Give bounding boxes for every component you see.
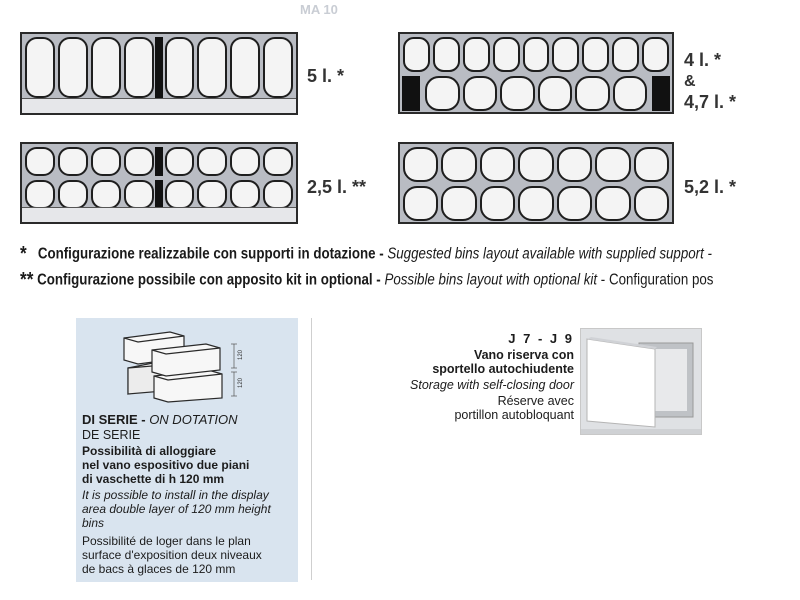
tray-bin: [642, 37, 669, 72]
tray-bin: [523, 37, 550, 72]
dim-label-bottom: 120: [238, 377, 244, 388]
tray-bin: [230, 180, 260, 209]
tray-bin: [91, 37, 121, 98]
tray-bin: [263, 180, 293, 209]
tray-5l-diagram: [20, 32, 298, 115]
tray-bin: [595, 186, 630, 221]
tray-bin: [433, 37, 460, 72]
dotation-plain-1: Possibilité de loger dans le plan: [82, 534, 251, 548]
tray-4l-amp: &: [684, 73, 696, 90]
tray-bin: [441, 186, 476, 221]
tray-52l-diagram: [398, 142, 674, 224]
tray-bin: [612, 37, 639, 72]
tray-bin: [613, 76, 648, 111]
dotation-bold-1: Possibilità di alloggiare: [82, 444, 217, 458]
storage-italic: Storage with self-closing door: [410, 378, 574, 392]
tray-bin: [500, 76, 535, 111]
tray-bin: [165, 37, 195, 98]
tray-bin: [634, 186, 669, 221]
tray-bin: [441, 147, 476, 182]
stacked-bins-illustration: [118, 324, 268, 404]
storage-bold-2: sportello autochiudente: [432, 362, 574, 376]
tray-bin: [230, 147, 260, 176]
tray-bin: [230, 37, 260, 98]
tray-bin: [493, 37, 520, 72]
tray-bin: [403, 37, 430, 72]
dotation-bold-3: di vaschette di h 120 mm: [82, 472, 225, 486]
tray-bin: [58, 147, 88, 176]
tray-bin: [263, 37, 293, 98]
tray-side-bar: [652, 76, 670, 111]
tray-4l-47l-diagram: [398, 32, 674, 114]
dotation-plain-3: de bacs à glaces de 120 mm: [82, 562, 236, 576]
tray-bin: [518, 147, 553, 182]
vertical-divider: [311, 318, 312, 580]
dotation-bold-2: nel vano espositivo due piani: [82, 458, 250, 472]
tray-bin: [197, 147, 227, 176]
tray-bin: [582, 37, 609, 72]
note-double-asterisk: ** Configurazione possibile con apposito kit in optional - Possible bins layout with optional kit - Configuration pos: [20, 269, 714, 291]
tray-bin: [165, 147, 195, 176]
tray-bin: [124, 37, 154, 98]
tray-bin: [403, 186, 438, 221]
dim-label-top: 120: [238, 349, 244, 360]
tray-25l-caption: 2,5 l. **: [307, 177, 367, 197]
tray-bin: [165, 180, 195, 209]
tray-25l-diagram: [20, 142, 298, 224]
tray-bin: [25, 147, 55, 176]
tray-bin: [557, 186, 592, 221]
tray-bin: [595, 147, 630, 182]
tray-bin: [263, 147, 293, 176]
storage-code: J 7 - J 9: [508, 331, 574, 346]
storage-fr-2: portillon autobloquant: [454, 408, 574, 422]
tray-bin: [197, 180, 227, 209]
tray-5l-caption: 5 l. *: [307, 66, 345, 86]
tray-bin: [463, 76, 498, 111]
tray-52l-caption: 5,2 l. *: [684, 177, 737, 197]
tray-separator: [155, 37, 163, 98]
tray-bin: [538, 76, 573, 111]
dotation-title: DI SERIE - ON DOTATION: [82, 412, 238, 427]
storage-fr-1: Réserve avec: [497, 394, 574, 408]
note-single-asterisk: * Configurazione realizzabile con supporti in dotazione - Suggested bins layout available with supplied support -: [20, 243, 712, 265]
tray-bin: [557, 147, 592, 182]
tray-4l-caption: 4 l. *: [684, 50, 722, 70]
tray-bin: [575, 76, 610, 111]
header-fragment: MA 10: [300, 2, 338, 17]
tray-bin: [124, 180, 154, 209]
dotation-fr-line: DE SERIE: [82, 428, 141, 442]
tray-bin: [403, 147, 438, 182]
tray-bin: [463, 37, 490, 72]
tray-bin: [91, 147, 121, 176]
tray-bin: [518, 186, 553, 221]
tray-bin: [197, 37, 227, 98]
tray-bin: [58, 37, 88, 98]
dotation-italic-2: area double layer of 120 mm height: [82, 502, 271, 516]
tray-bin: [552, 37, 579, 72]
tray-bin: [634, 147, 669, 182]
tray-47l-caption: 4,7 l. *: [684, 92, 737, 112]
storage-door-photo: [580, 328, 702, 435]
tray-bin: [480, 186, 515, 221]
tray-separator: [155, 147, 163, 176]
dotation-italic-1: It is possible to install in the display: [82, 488, 269, 502]
tray-bin: [425, 76, 460, 111]
tray-bin: [58, 180, 88, 209]
door-illustration: [581, 329, 701, 434]
tray-bin: [480, 147, 515, 182]
tray-side-bar: [402, 76, 420, 111]
tray-bin: [25, 37, 55, 98]
tray-separator: [155, 180, 163, 209]
tray-bin: [124, 147, 154, 176]
tray-bin: [91, 180, 121, 209]
dotation-plain-2: surface d'exposition deux niveaux: [82, 548, 262, 562]
dotation-italic-3: bins: [82, 516, 105, 530]
storage-bold-1: Vano riserva con: [473, 348, 574, 362]
tray-bin: [25, 180, 55, 209]
